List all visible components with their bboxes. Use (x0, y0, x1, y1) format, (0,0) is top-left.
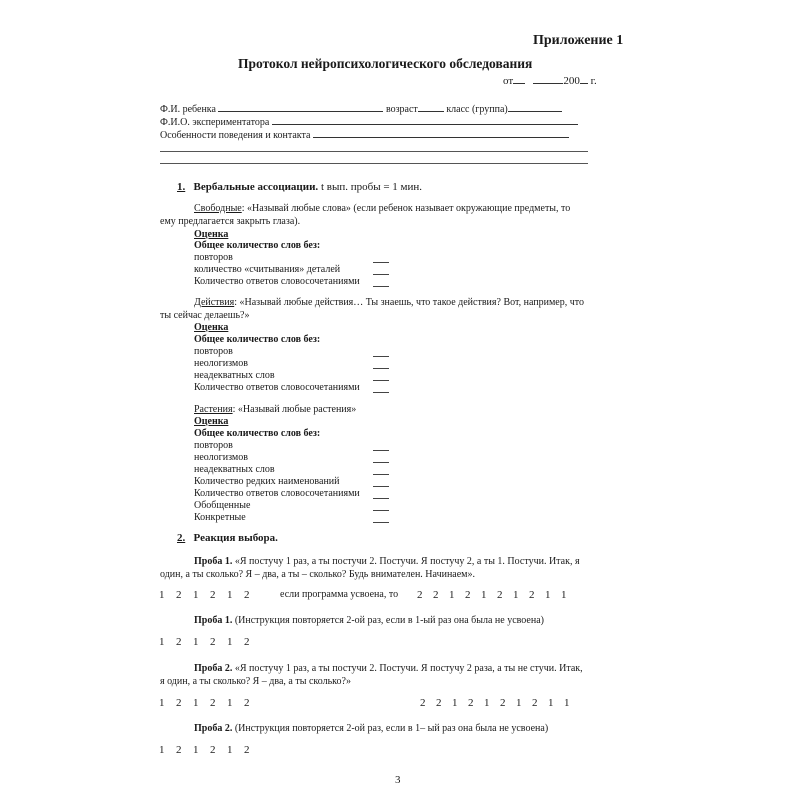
free-score-label: Оценка (194, 229, 229, 240)
date-suffix: г. (590, 75, 597, 87)
actions-score-label: Оценка (194, 322, 229, 333)
sequence-digit: 2 (417, 589, 423, 601)
sequence-digit: 1 (484, 697, 490, 709)
sequence-digit: 2 (436, 697, 442, 709)
sequence-digit: 1 (227, 744, 233, 756)
blank-line (160, 163, 588, 164)
sequence-digit: 1 (452, 697, 458, 709)
section-1-heading (177, 181, 422, 193)
sequence-digit: 1 (193, 589, 199, 601)
list-item: Количество ответов словосочетаниями (194, 382, 360, 393)
plants-score-label: Оценка (194, 416, 229, 427)
free-text-line2: ему предлагается закрыть глаза). (160, 216, 301, 227)
probe-1-text-line2: один, а ты сколько? Я – два, а ты – сколько? Будь внимателен. Начинаем». (160, 569, 475, 580)
page-number: 3 (395, 774, 401, 786)
sequence-digit: 2 (244, 589, 250, 601)
list-item: Конкретные (194, 512, 246, 523)
sequence-digit: 2 (176, 744, 182, 756)
sequence-digit: 2 (176, 589, 182, 601)
free-text-line1: : «Называй любые слова» (если ребенок называет окружающие предметы, то (241, 203, 571, 214)
list-item: повторов (194, 346, 233, 357)
appendix-label: Приложение 1 (533, 33, 624, 48)
actions-text-line2: ты сейчас делаешь?» (160, 310, 250, 321)
sequence-digit: 2 (465, 589, 471, 601)
section-1-title: Вербальные ассоциации. (193, 181, 319, 193)
actions-label: Действия (194, 297, 235, 308)
section-2-title: Реакция выбора. (193, 532, 278, 544)
probe-2-repeat-sequence (159, 744, 254, 756)
probe-2-text-line2: я один, а ты сколько? Я – два, а ты сколько?» (160, 676, 351, 687)
probe-1-text-line1: «Я постучу 1 раз, а ты постучи 2. Постучи. Я постучу 2, а ты 1. Постучи. Итак, я (232, 556, 580, 567)
free-total: Общее количество слов без: (194, 240, 321, 251)
behavior-label: Особенности поведения и контакта (160, 130, 311, 141)
sequence-digit: 1 (227, 636, 233, 648)
section-1-time: t вып. пробы = 1 мин. (320, 181, 423, 193)
sequence-digit: 2 (210, 589, 216, 601)
probe-1-condition: если программа усвоена, то (280, 589, 399, 600)
list-item: Количество редких наименований (194, 476, 340, 487)
plants-label: Растения (194, 404, 233, 415)
probe-2-instruction (194, 663, 583, 674)
free-label: Свободные (194, 203, 242, 214)
date-year: 200 (563, 75, 580, 87)
sequence-digit: 2 (176, 697, 182, 709)
score-blank (373, 274, 389, 275)
probe-2-repeat-text: (Инструкция повторяется 2-ой раз, если в 1– ый раз она была не усвоена) (232, 723, 549, 734)
section-1-number: 1. (177, 181, 186, 193)
sequence-digit: 2 (210, 744, 216, 756)
sequence-digit: 1 (548, 697, 554, 709)
child-name-field (160, 101, 562, 115)
sequence-digit: 1 (227, 697, 233, 709)
score-blank (373, 498, 389, 499)
list-item: Количество ответов словосочетаниями (194, 488, 360, 499)
experimenter-field (160, 114, 578, 128)
actions-text-line1: : «Называй любые действия… Ты знаешь, что такое действия? Вот, например, что (234, 297, 584, 308)
experimenter-label: Ф.И.О. экспериментатора (160, 117, 270, 128)
list-item: неадекватных слов (194, 464, 275, 475)
score-blank (373, 286, 389, 287)
sequence-digit: 2 (244, 697, 250, 709)
probe-2-text-line1: «Я постучу 1 раз, а ты постучи 2. Постучи. Я постучу 2 раза, а ты не стучи. Итак, (232, 663, 583, 674)
list-item: повторов (194, 252, 233, 263)
score-blank (373, 380, 389, 381)
probe-1-sequence-b (417, 589, 571, 601)
score-blank (373, 486, 389, 487)
score-blank (373, 368, 389, 369)
sequence-digit: 1 (193, 697, 199, 709)
probe-1-instruction (194, 556, 580, 567)
probe-1-repeat-sequence (159, 636, 254, 648)
score-blank (373, 462, 389, 463)
actions-total: Общее количество слов без: (194, 334, 321, 345)
score-blank (373, 392, 389, 393)
sequence-digit: 1 (449, 589, 455, 601)
date-prefix: от (503, 75, 514, 87)
probe-1-label: Проба 1. (194, 556, 233, 567)
behavior-field (160, 127, 569, 141)
sequence-digit: 2 (210, 636, 216, 648)
score-blank (373, 450, 389, 451)
sequence-digit: 1 (193, 636, 199, 648)
probe-2-repeat-label: Проба 2. (194, 723, 233, 734)
section-2-heading (177, 532, 278, 544)
class-label: класс (группа) (446, 104, 508, 115)
date-line (503, 73, 597, 87)
sequence-digit: 1 (193, 744, 199, 756)
list-item: Обобщенные (194, 500, 251, 511)
sequence-digit: 1 (159, 744, 165, 756)
probe-1-repeat-instruction (194, 615, 544, 626)
sequence-digit: 1 (564, 697, 570, 709)
probe-2-label: Проба 2. (194, 663, 233, 674)
score-blank (373, 356, 389, 357)
plants-text: : «Называй любые растения» (232, 404, 357, 415)
sequence-digit: 1 (159, 636, 165, 648)
plants-total: Общее количество слов без: (194, 428, 321, 439)
score-blank (373, 474, 389, 475)
sequence-digit: 1 (227, 589, 233, 601)
sequence-digit: 1 (513, 589, 519, 601)
list-item: неадекватных слов (194, 370, 275, 381)
list-item: повторов (194, 440, 233, 451)
sequence-digit: 2 (420, 697, 426, 709)
probe-2-sequence-b (420, 697, 574, 709)
sequence-digit: 2 (500, 697, 506, 709)
age-label: возраст (385, 104, 418, 115)
sequence-digit: 2 (210, 697, 216, 709)
sequence-digit: 2 (244, 636, 250, 648)
actions-instruction (194, 297, 584, 308)
score-blank (373, 262, 389, 263)
sequence-digit: 2 (244, 744, 250, 756)
sequence-digit: 2 (468, 697, 474, 709)
probe-2-sequence-a (159, 697, 254, 709)
sequence-digit: 2 (433, 589, 439, 601)
free-instruction (194, 203, 570, 214)
list-item: неологизмов (194, 358, 248, 369)
probe-1-sequence-a (159, 589, 261, 601)
list-item: количество «считывания» деталей (194, 264, 341, 275)
child-name-label: Ф.И. ребенка (160, 104, 216, 115)
list-item: неологизмов (194, 452, 248, 463)
sequence-digit: 1 (481, 589, 487, 601)
sequence-digit: 1 (516, 697, 522, 709)
sequence-digit: 2 (529, 589, 535, 601)
sequence-digit: 2 (176, 636, 182, 648)
section-2-number: 2. (177, 532, 186, 544)
score-blank (373, 522, 389, 523)
list-item: Количество ответов словосочетаниями (194, 276, 360, 287)
score-blank (373, 510, 389, 511)
sequence-digit: 1 (561, 589, 567, 601)
document-title: Протокол нейропсихологического обследования (238, 56, 533, 71)
blank-line (160, 151, 588, 152)
sequence-digit: 1 (545, 589, 551, 601)
probe-2-repeat-instruction (194, 723, 548, 734)
sequence-digit: 1 (159, 589, 165, 601)
sequence-digit: 2 (497, 589, 503, 601)
probe-1-repeat-text: (Инструкция повторяется 2-ой раз, если в 1-ый раз она была не усвоена) (232, 615, 544, 626)
sequence-digit: 2 (532, 697, 538, 709)
sequence-digit: 1 (159, 697, 165, 709)
plants-instruction (194, 404, 356, 415)
probe-1-repeat-label: Проба 1. (194, 615, 233, 626)
